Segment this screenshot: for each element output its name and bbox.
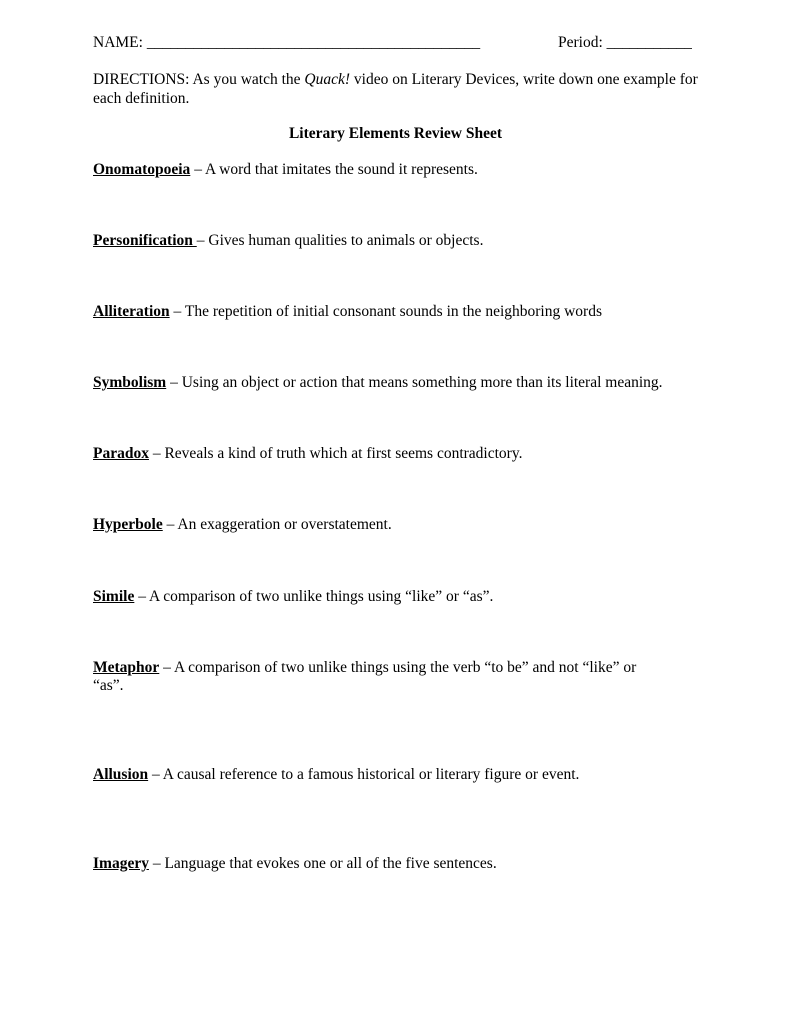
directions-after: video on Literary Devices, write down one example for each definition. [93,71,698,107]
term-label: Alliteration [93,303,170,320]
term-label: Metaphor [93,659,160,676]
entry-alliteration [93,303,602,321]
definition-text: – A causal reference to a famous historical or literary figure or event. [148,766,580,783]
term-label: Symbolism [93,374,167,391]
name-field [93,34,480,52]
entry-personification [93,232,483,250]
definition-text: – Reveals a kind of truth which at first seems contradictory. [148,445,523,462]
period-blank: ___________ [606,34,692,51]
entry-hyperbole [93,516,392,534]
term-label: Simile [93,588,135,605]
term-label: Hyperbole [93,516,163,533]
definition-text: – A word that imitates the sound it represents. [190,161,478,178]
entry-paradox [93,445,522,463]
definition-text: – Language that evokes one or all of the five sentences. [148,855,497,872]
directions-paragraph [93,70,713,108]
definition-text: – A comparison of two unlike things using “like” or “as”. [134,588,494,605]
definition-text: – The repetition of initial consonant sounds in the neighboring words [169,303,602,320]
entry-imagery [93,855,497,873]
definition-text: – Using an object or action that means something more than its literal meaning. [166,374,663,391]
term-label: Paradox [93,445,149,462]
name-blank: ___________________________________________ [146,34,481,51]
video-title: Quack! [304,71,351,88]
entry-metaphor [93,659,653,695]
entry-allusion [93,766,579,784]
term-label: Allusion [93,766,149,783]
entry-onomatopoeia [93,161,478,179]
entry-simile [93,588,493,606]
name-label: NAME: [93,34,143,51]
definition-text: – An exaggeration or overstatement. [162,516,392,533]
definition-text: – A comparison of two unlike things using the verb “to be” and not “like” or “as”. [93,659,637,694]
term-label: Imagery [93,855,149,872]
period-field [558,34,692,52]
term-label: Personification [93,232,197,249]
term-label: Onomatopoeia [93,161,191,178]
entry-symbolism [93,374,663,392]
period-label: Period: [558,34,603,51]
page-title: Literary Elements Review Sheet [288,125,503,142]
definition-text: – Gives human qualities to animals or objects. [196,232,484,249]
directions-before: DIRECTIONS: As you watch the [93,71,305,88]
